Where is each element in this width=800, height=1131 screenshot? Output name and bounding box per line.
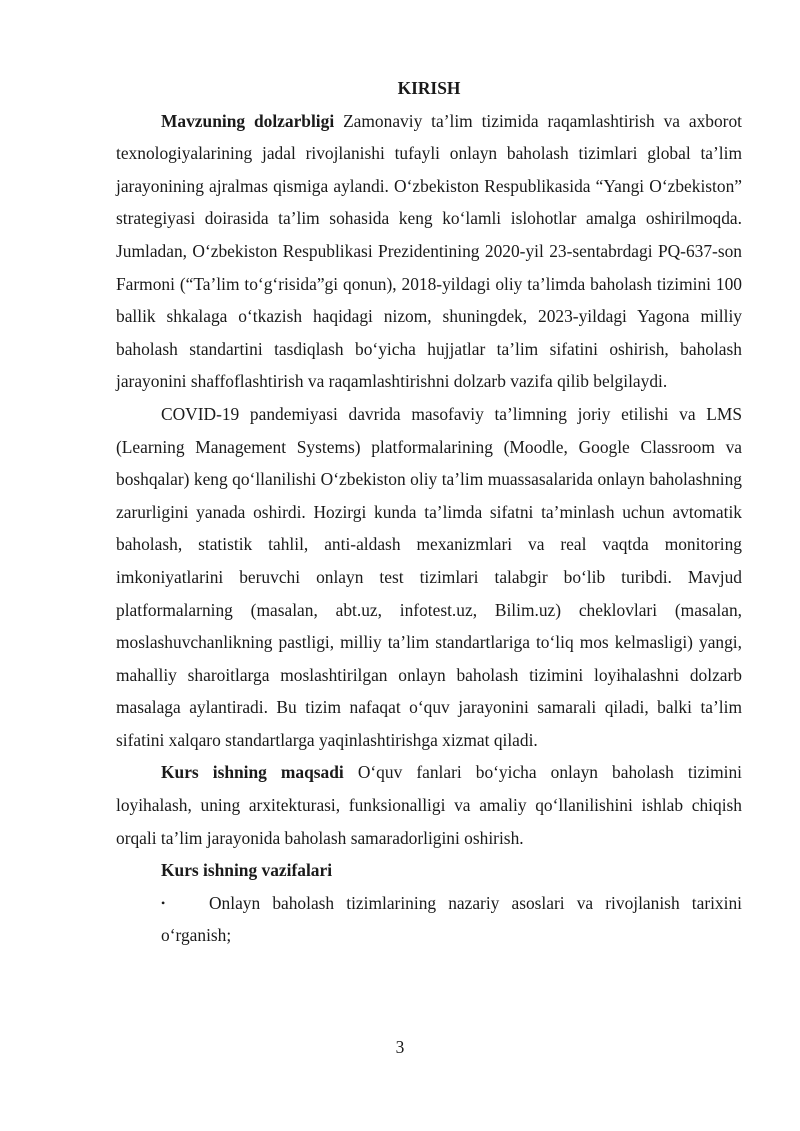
document-page bbox=[116, 72, 742, 952]
task-text: Onlayn baholash tizimlarining nazariy asoslari va rivojlanish tarixini o‘rganish; bbox=[161, 892, 742, 946]
section-heading: KIRISH bbox=[397, 78, 461, 98]
relevance-paragraph bbox=[116, 105, 742, 398]
bullet-icon: • bbox=[161, 895, 166, 910]
covid-paragraph: COVID-19 pandemiyasi davrida masofaviy ta’limning joriy etilishi va LMS (Learning Management Systems) platformalarining (Moodle, Google Classroom va boshqalar) keng qo‘llanilishi O‘zbekiston oliy ta’lim muassasalarida onlayn baholashning zarurligini yanada oshirdi. Hozirgi kunda ta’limda sifatni ta’minlash uchun avtomatik baholash, statistik tahlil, anti-aldash mexanizmlari va real vaqtda monitoring imkoniyatlarini beruvchi onlayn test tizimlari talabgir bo‘lib turibdi. Mavjud platformalarning (masalan, abt.uz, infotest.uz, Bilim.uz) cheklovlari (masalan, moslashuvchanlikning pastligi, milliy ta’lim standartlariga to‘liq mos kelmasligi) yangi, mahalliy sharoitlarga moslashtirilgan onlayn baholash tizimini loyihalashni dolzarb masalaga aylantiradi. Bu tizim nafaqat o‘quv jarayonini samarali qiladi, balki ta’lim sifatini xalqaro standartlarga yaqinlashtirishga xizmat qiladi. bbox=[116, 403, 742, 750]
relevance-text: Zamonaviy ta’lim tizimida raqamlashtirish va axborot texnologiyalarining jadal rivojlanishi tufayli onlayn baholash tizimlari global ta’lim jarayonining ajralmas qismiga aylandi. O‘zbekiston Respublikasida “Yangi O‘zbekiston” strategiyasi doirasida ta’lim sohasida keng ko‘lamli islohotlar amalga oshirilmoqda. Jumladan, O‘zbekiston Respublikasi Prezidentining 2020-yil 23-sentabrdagi PQ-637-son Farmoni (“Ta’lim to‘g‘risida”gi qonun), 2018-yildagi oliy ta’limda baholash tizimini 100 ballik shkalaga o‘tkazish haqidagi nizom, shuningdek, 2023-yildagi Yagona milliy baholash standartini tasdiqlash bo‘yicha hujjatlar ta’lim sifatini oshirish, baholash jarayonini shaffoflashtirish va raqamlashtirishni dolzarb vazifa qilib belgilaydi. bbox=[116, 110, 742, 392]
task-list-item bbox=[116, 887, 742, 952]
tasks-heading: Kurs ishning vazifalari bbox=[161, 860, 333, 881]
goal-text: O‘quv fanlari bo‘yicha onlayn baholash tizimini loyihalash, uning arxitekturasi, funksionalligi va amaliy qo‘llanilishini ishlab chiqish orqali ta’lim jarayonida baholash samaradorligini oshirish. bbox=[116, 762, 742, 848]
page-number: 3 bbox=[395, 1037, 405, 1057]
relevance-lead: Mavzuning dolzarbligi bbox=[161, 110, 335, 131]
goal-lead: Kurs ishning maqsadi bbox=[161, 762, 344, 783]
goal-paragraph bbox=[116, 756, 742, 854]
